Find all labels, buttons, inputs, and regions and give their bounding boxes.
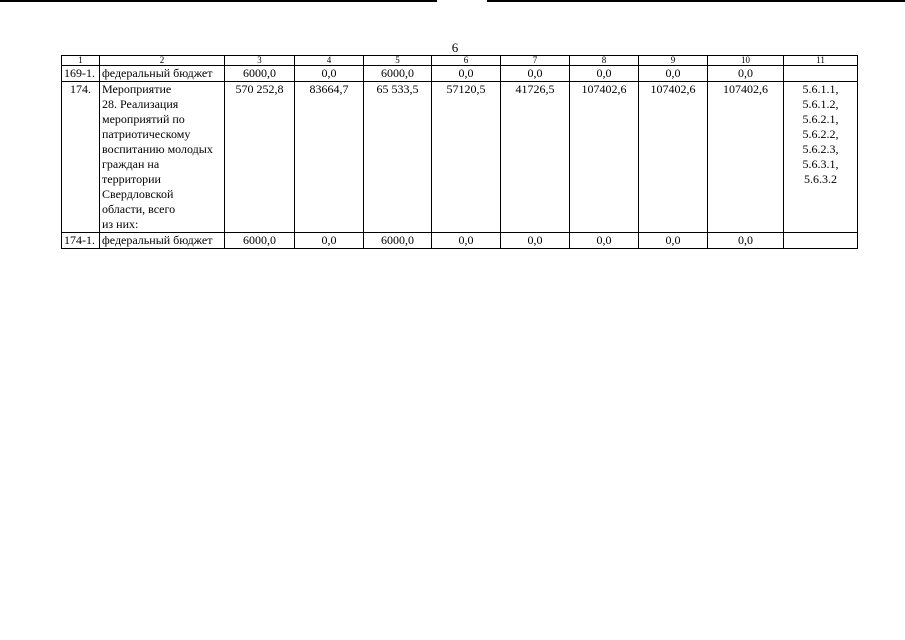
- row-number: 174.: [62, 82, 100, 233]
- row-name-line: воспитанию молодых: [102, 142, 213, 156]
- target-link: 5.6.2.1,: [802, 112, 839, 126]
- value-cell: 0,0: [432, 66, 501, 82]
- target-link: 5.6.3.2: [804, 172, 837, 186]
- target-link: 5.6.1.2,: [802, 97, 839, 111]
- value-cell: 0,0: [570, 233, 639, 249]
- value-cell: 107402,6: [570, 82, 639, 233]
- value-cell: 0,0: [639, 66, 708, 82]
- target-links-cell: [784, 233, 858, 249]
- header-cell: 3: [225, 56, 295, 66]
- target-link: 5.6.1.1,: [802, 82, 839, 96]
- value-cell: 6000,0: [364, 233, 432, 249]
- value-cell: 0,0: [708, 66, 784, 82]
- value-cell: 0,0: [708, 233, 784, 249]
- row-name: федеральный бюджет: [100, 66, 225, 82]
- row-name-line: области, всего: [102, 202, 176, 216]
- value-cell: 0,0: [570, 66, 639, 82]
- value-cell: 107402,6: [639, 82, 708, 233]
- header-cell: 10: [708, 56, 784, 66]
- value-cell: 6000,0: [225, 66, 295, 82]
- target-links-cell: [784, 66, 858, 82]
- scan-edge-right: [487, 0, 905, 2]
- column-number-row: [62, 56, 858, 66]
- value-cell: 41726,5: [501, 82, 570, 233]
- row-number: 169-1.: [62, 66, 100, 82]
- value-cell: 0,0: [432, 233, 501, 249]
- header-cell: 4: [295, 56, 364, 66]
- page-number: 6: [451, 40, 459, 55]
- table-row-174-1: [62, 233, 858, 249]
- target-links-cell: [784, 82, 858, 233]
- target-link: 5.6.2.2,: [802, 127, 839, 141]
- value-cell: 6000,0: [364, 66, 432, 82]
- row-name-line: Мероприятие: [102, 82, 172, 96]
- header-cell: 5: [364, 56, 432, 66]
- row-name-line: мероприятий по: [102, 112, 185, 126]
- row-name-line: из них:: [102, 217, 139, 231]
- row-name: [100, 82, 225, 233]
- value-cell: 0,0: [295, 66, 364, 82]
- row-number: 174-1.: [62, 233, 100, 249]
- value-cell: 0,0: [295, 233, 364, 249]
- header-cell: 8: [570, 56, 639, 66]
- row-name: федеральный бюджет: [100, 233, 225, 249]
- value-cell: 57120,5: [432, 82, 501, 233]
- header-cell: 11: [784, 56, 858, 66]
- value-cell: 0,0: [501, 233, 570, 249]
- value-cell: 0,0: [639, 233, 708, 249]
- table-row-174: [62, 82, 858, 233]
- header-cell: 2: [100, 56, 225, 66]
- value-cell: 83664,7: [295, 82, 364, 233]
- value-cell: 0,0: [501, 66, 570, 82]
- row-name-line: 28. Реализация: [102, 97, 179, 111]
- header-cell: 6: [432, 56, 501, 66]
- row-name-line: Свердловской: [102, 187, 174, 201]
- header-cell: 1: [62, 56, 100, 66]
- value-cell: 107402,6: [708, 82, 784, 233]
- budget-table: [61, 55, 858, 249]
- target-link: 5.6.2.3,: [802, 142, 839, 156]
- table-row-169-1: [62, 66, 858, 82]
- target-link: 5.6.3.1,: [802, 157, 839, 171]
- value-cell: 570 252,8: [225, 82, 295, 233]
- value-cell: 65 533,5: [364, 82, 432, 233]
- row-name-line: территории: [102, 172, 161, 186]
- row-name-line: патриотическому: [102, 127, 191, 141]
- header-cell: 7: [501, 56, 570, 66]
- value-cell: 6000,0: [225, 233, 295, 249]
- row-name-line: граждан на: [102, 157, 160, 171]
- header-cell: 9: [639, 56, 708, 66]
- scan-edge-left: [0, 0, 437, 2]
